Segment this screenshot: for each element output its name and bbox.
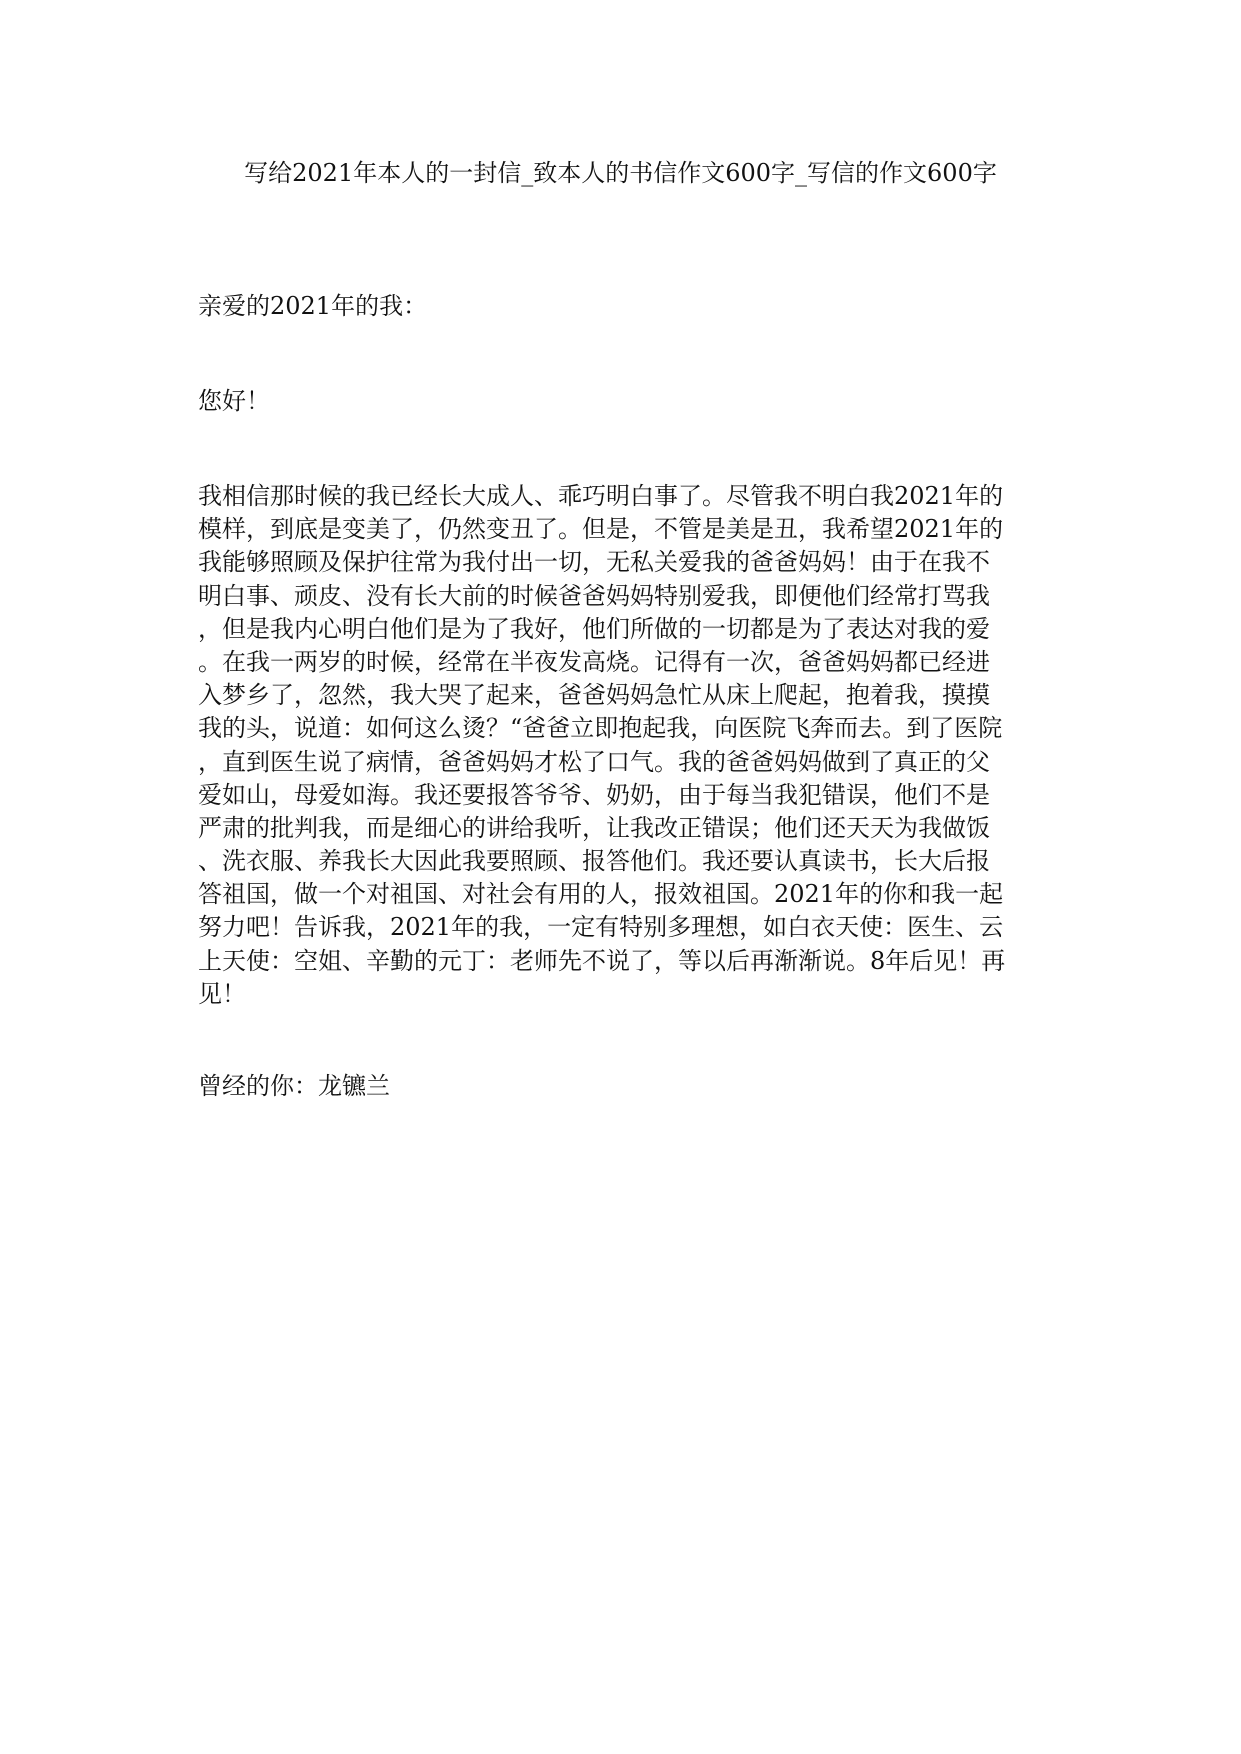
- letter-salutation: 亲爱的2021年的我：: [198, 292, 428, 320]
- letter-signature: 曾经的你：龙镳兰: [198, 1072, 390, 1100]
- body-line: 模样，到底是变美了，仍然变丑了。但是，不管是美是丑，我希望2021年的: [198, 515, 1004, 544]
- letter-greeting: 您好！: [198, 387, 270, 415]
- body-line: 我的头，说道：如何这么烫？“爸爸立即抱起我，向医院飞奔而去。到了医院: [198, 714, 1003, 743]
- body-line: ，直到医生说了病情，爸爸妈妈才松了口气。我的爸爸妈妈做到了真正的父: [198, 747, 990, 776]
- body-line: 上天使：空姐、辛勤的元丁：老师先不说了，等以后再渐渐说。8年后见！再: [198, 946, 1006, 975]
- body-line: 努力吧！告诉我，2021年的我，一定有特别多理想，如白衣天使：医生、云: [198, 913, 1004, 942]
- body-line: 、洗衣服、养我长大因此我要照顾、报答他们。我还要认真读书，长大后报: [198, 847, 990, 876]
- body-line: 严肃的批判我，而是细心的讲给我听，让我改正错误；他们还天天为我做饭: [198, 813, 990, 842]
- document-title: 写给2021年本人的一封信_致本人的书信作文600字_写信的作文600字: [244, 159, 997, 187]
- body-line: 明白事、顽皮、没有长大前的时候爸爸妈妈特别爱我，即便他们经常打骂我: [198, 581, 990, 610]
- body-line: 见！: [198, 979, 246, 1008]
- body-line: 我能够照顾及保护往常为我付出一切，无私关爱我的爸爸妈妈！由于在我不: [198, 548, 990, 577]
- body-line: 入梦乡了，忽然，我大哭了起来，爸爸妈妈急忙从床上爬起，抱着我，摸摸: [198, 681, 990, 710]
- body-line: 答祖国，做一个对祖国、对社会有用的人，报效祖国。2021年的你和我一起: [198, 880, 1004, 909]
- body-line: 我相信那时候的我已经长大成人、乖巧明白事了。尽管我不明白我2021年的: [198, 482, 1004, 510]
- body-line: ，但是我内心明白他们是为了我好，他们所做的一切都是为了表达对我的爱: [198, 614, 990, 643]
- letter-body: [198, 480, 1043, 1011]
- body-line: 。在我一两岁的时候，经常在半夜发高烧。记得有一次，爸爸妈妈都已经进: [198, 647, 990, 676]
- body-line: 爱如山，母爱如海。我还要报答爷爷、奶奶，由于每当我犯错误，他们不是: [198, 780, 990, 809]
